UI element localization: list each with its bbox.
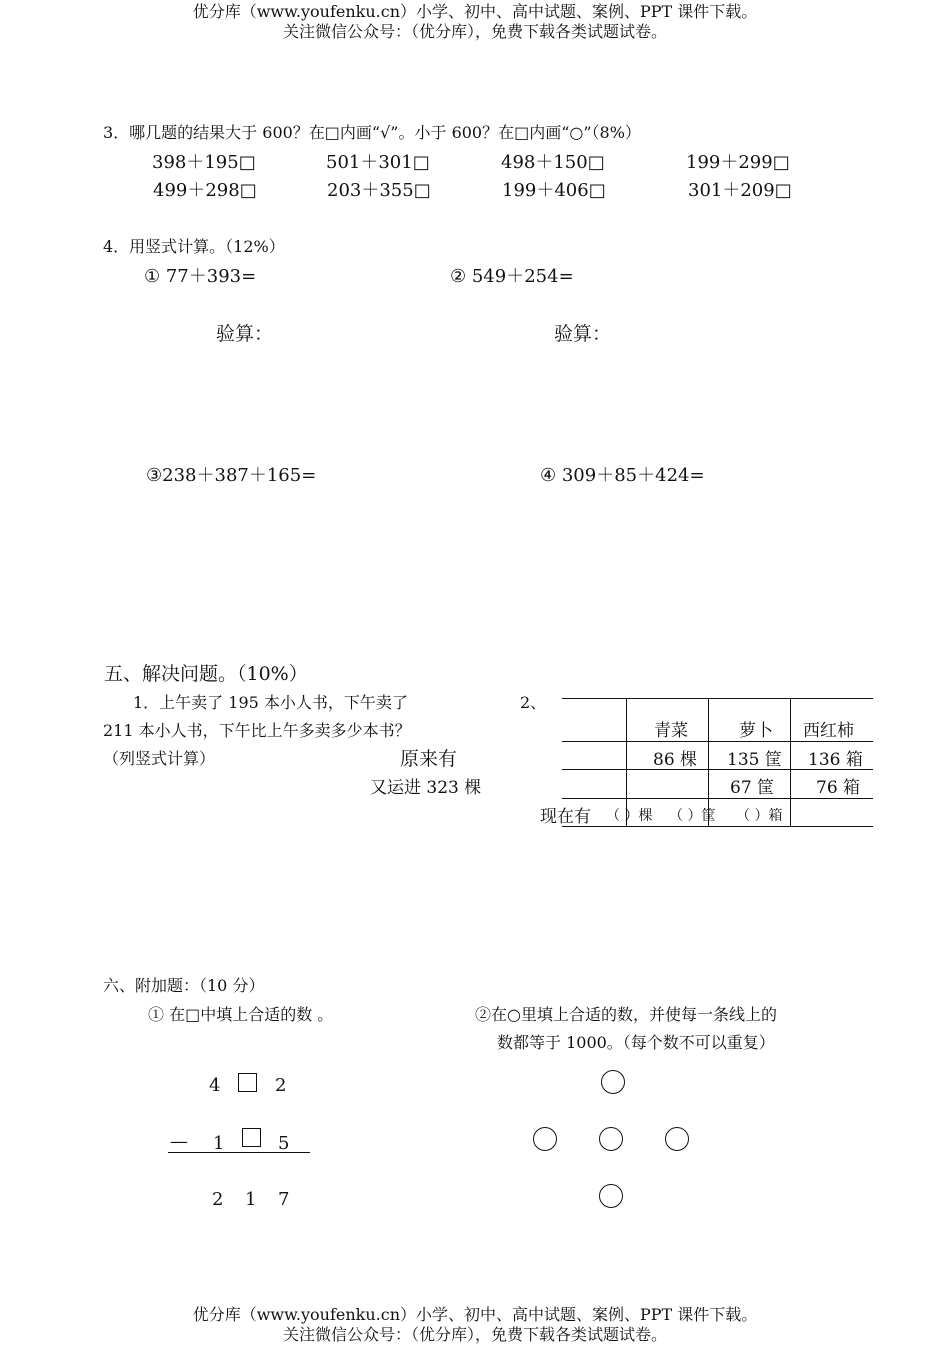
footer-line-1: 优分库（www.youfenku.cn）小学、初中、高中试题、案例、PPT 课件下载。: [192, 1305, 758, 1324]
footer-line-2: 关注微信公众号：（优分库），免费下载各类试题试卷。: [282, 1325, 667, 1344]
blank-circle[interactable]: [599, 1127, 623, 1151]
q3-r1-c4: 199＋299□: [686, 152, 790, 173]
blank-box[interactable]: [242, 1128, 261, 1147]
table-cell-blank: （ ）箱: [736, 808, 783, 824]
blank-circle[interactable]: [601, 1070, 625, 1094]
minus-sign: —: [170, 1131, 188, 1152]
s5-q2-label: 2、: [520, 693, 547, 712]
blank-box[interactable]: [238, 1073, 257, 1092]
blank-circle[interactable]: [665, 1127, 689, 1151]
q3-r2-c2: 203＋355□: [327, 180, 431, 201]
blank-circle[interactable]: [533, 1127, 557, 1151]
table-cell-blank: （ ）棵: [606, 808, 653, 824]
header-line-1: 优分库（www.youfenku.cn）小学、初中、高中试题、案例、PPT 课件下载。: [192, 2, 758, 21]
puzzle-digit: 5: [278, 1133, 290, 1154]
row-label-now: 现在有: [540, 807, 591, 827]
q4-problem-3: ③238＋387＋165=: [146, 465, 317, 486]
puzzle-digit: 7: [278, 1189, 290, 1210]
table-cell: 67 筐: [730, 778, 775, 798]
q4-check-2: 验算：: [554, 323, 612, 345]
section5-title: 五、解决问题。（10%）: [104, 663, 308, 685]
table-cell-blank: （ ）筐: [669, 808, 716, 824]
puzzle-digit: 2: [275, 1075, 287, 1096]
table-header: 西红柿: [803, 721, 854, 741]
q3-title: 3．哪几题的结果大于 600？在□内画“√”。小于 600？在□内画“○”（8%）: [103, 123, 641, 142]
q4-title: 4．用竖式计算。（12%）: [103, 237, 285, 256]
table-cell: 86 棵: [653, 750, 698, 770]
q3-r1-c1: 398＋195□: [152, 152, 256, 173]
q4-problem-4: ④ 309＋85＋424=: [540, 465, 705, 486]
q4-problem-2: ② 549＋254=: [450, 266, 574, 287]
section6-title: 六、附加题：（10 分）: [103, 976, 265, 995]
table-header: 青菜: [654, 721, 688, 741]
puzzle-digit: 4: [209, 1075, 221, 1096]
header-line-2: 关注微信公众号：（优分库），免费下载各类试题试卷。: [282, 22, 667, 41]
row-label-added: 又运进 323 棵: [370, 778, 482, 798]
s6-q1: ① 在□中填上合适的数 。: [148, 1005, 334, 1024]
s6-q2-line2: 数都等于 1000。（每个数不可以重复）: [497, 1033, 775, 1052]
s5-q1-line1: 1．上午卖了 195 本小人书，下午卖了: [133, 693, 408, 712]
q3-r2-c3: 199＋406□: [502, 180, 606, 201]
q4-check-1: 验算：: [216, 323, 274, 345]
blank-circle[interactable]: [599, 1184, 623, 1208]
q3-r1-c3: 498＋150□: [501, 152, 605, 173]
sum-line: [168, 1152, 310, 1153]
table-line: [562, 826, 873, 827]
s6-q2-line1: ②在○里填上合适的数，并使每一条线上的: [475, 1005, 777, 1024]
puzzle-digit: 1: [245, 1189, 257, 1210]
table-cell: 76 箱: [816, 778, 861, 798]
q3-r2-c4: 301＋209□: [688, 180, 792, 201]
table-line: [562, 698, 873, 699]
row-label-original: 原来有: [400, 748, 458, 770]
table-cell: 135 筐: [727, 750, 782, 770]
s5-q1-line3: （列竖式计算）: [103, 749, 216, 768]
puzzle-digit: 2: [212, 1189, 224, 1210]
table-line: [562, 798, 873, 799]
table-line: [790, 698, 791, 826]
q3-r1-c2: 501＋301□: [326, 152, 430, 173]
table-line: [562, 741, 873, 742]
table-cell: 136 箱: [808, 750, 863, 770]
table-header: 萝卜: [739, 721, 773, 741]
s5-q1-line2: 211 本小人书，下午比上午多卖多少本书？: [103, 721, 411, 740]
q3-r2-c1: 499＋298□: [153, 180, 257, 201]
puzzle-digit: 1: [213, 1133, 225, 1154]
q4-problem-1: ① 77＋393=: [144, 266, 257, 287]
